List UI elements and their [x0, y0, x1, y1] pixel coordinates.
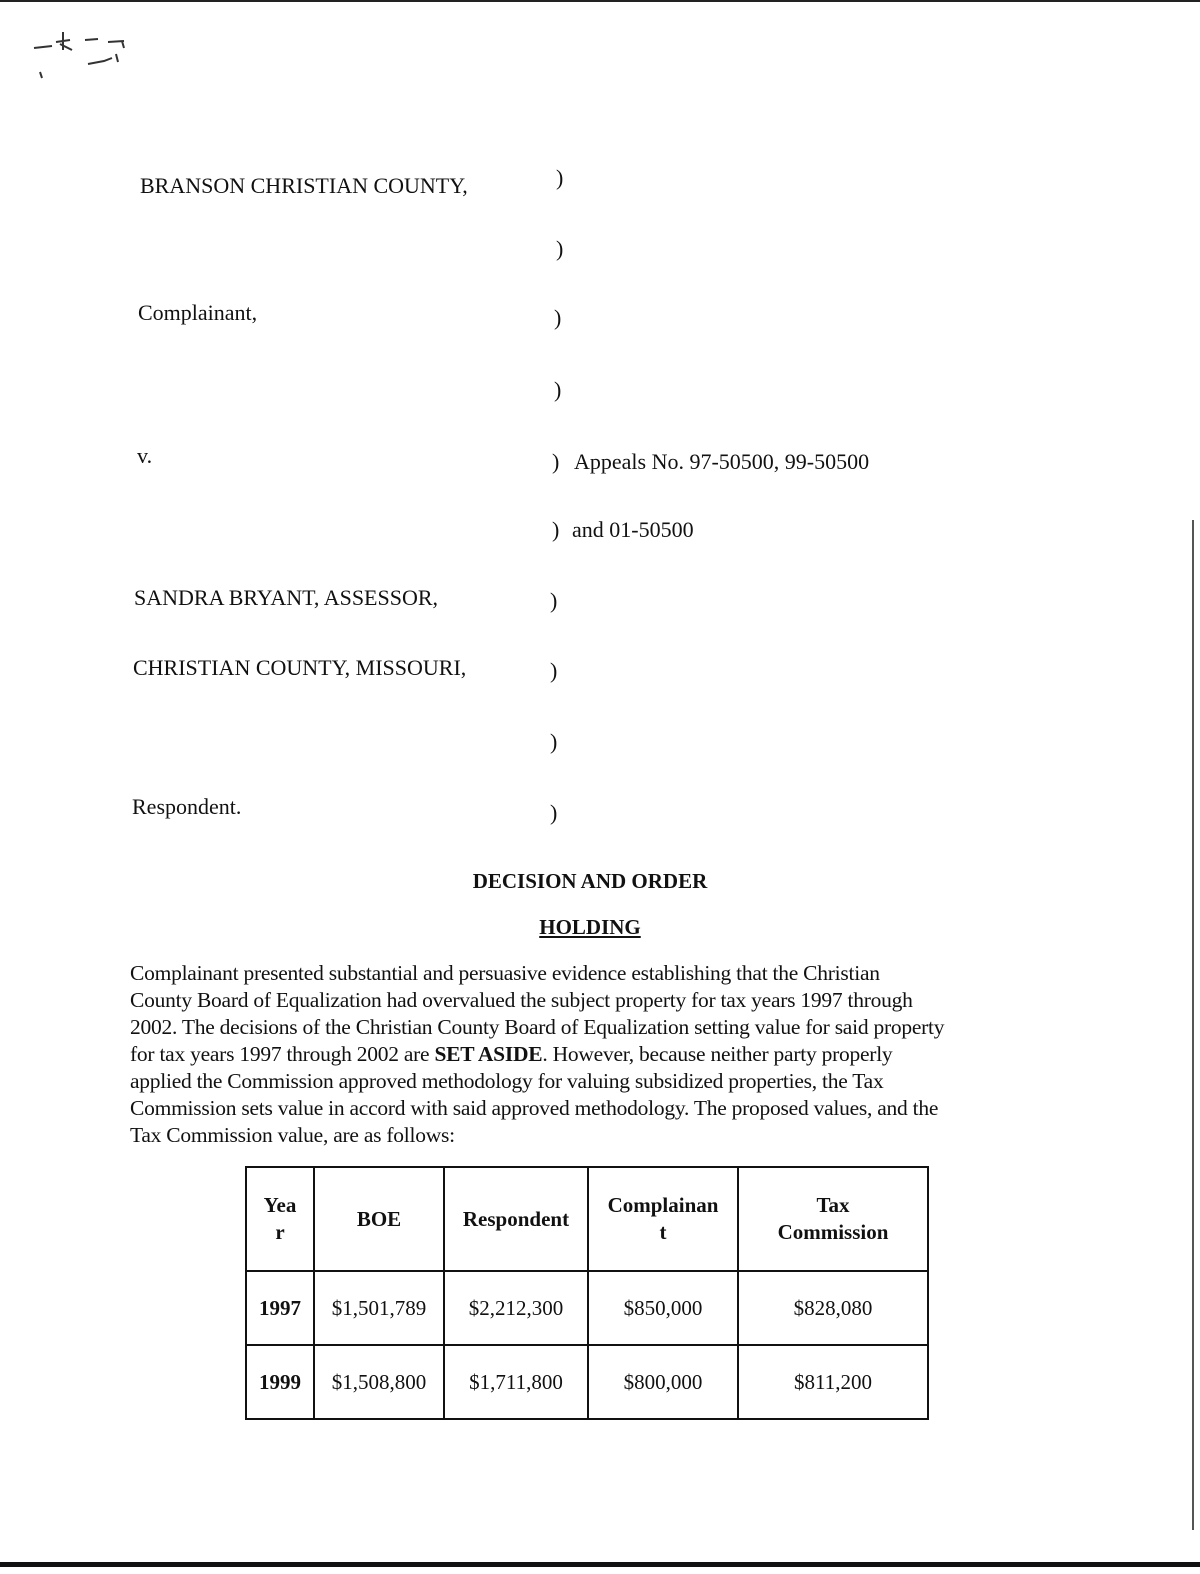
- holding-paragraph: [130, 960, 1060, 1149]
- caption-paren: ): [550, 588, 558, 613]
- cell-respondent: $1,711,800: [444, 1345, 588, 1419]
- header-complainant-a: Complainan: [607, 1193, 719, 1217]
- appeal-numbers: Appeals No. 97-50500, 99-50500: [574, 449, 870, 474]
- holding-line: Complainant presented substantial and persuasive evidence establishing that the Christian: [130, 961, 880, 985]
- header-year-b: r: [275, 1220, 285, 1244]
- appeal-numbers-cont: and 01-50500: [572, 517, 694, 542]
- caption-paren: ): [550, 658, 558, 683]
- header-boe: BOE: [314, 1167, 444, 1271]
- cell-year: 1997: [246, 1271, 314, 1345]
- cell-complainant: $800,000: [588, 1345, 738, 1419]
- holding-line: 2002. The decisions of the Christian County Board of Equalization setting value for said property: [130, 1015, 945, 1039]
- holding-line: applied the Commission approved methodology for valuing subsidized properties, the Tax: [130, 1069, 884, 1093]
- caption-paren: ): [556, 236, 564, 261]
- top-page-edge: [0, 0, 1200, 2]
- set-aside-emphasis: SET ASIDE: [434, 1042, 543, 1066]
- cell-tax-commission: $828,080: [738, 1271, 928, 1345]
- holding-line: Commission sets value in accord with said approved methodology. The proposed values, and the: [130, 1096, 939, 1120]
- caption-paren: ): [554, 377, 562, 402]
- table-header-row: [246, 1167, 928, 1271]
- holding-text: . However, because neither party properly: [542, 1042, 893, 1066]
- header-tax-b: Commission: [777, 1220, 889, 1244]
- header-year: [246, 1167, 314, 1271]
- cell-year: 1999: [246, 1345, 314, 1419]
- header-year-a: Yea: [263, 1193, 297, 1217]
- caption-paren: ): [552, 517, 560, 542]
- handwritten-mark-icon: [30, 28, 140, 88]
- caption-paren: ): [554, 305, 562, 330]
- header-tax-a: Tax: [816, 1193, 850, 1217]
- respondent-county: CHRISTIAN COUNTY, MISSOURI,: [133, 655, 467, 680]
- caption-paren: ): [550, 800, 558, 825]
- versus: v.: [137, 443, 153, 468]
- holding-line: County Board of Equalization had overvalued the subject property for tax years 1997 through: [130, 988, 913, 1012]
- header-complainant-b: t: [659, 1220, 667, 1244]
- holding-heading: [0, 914, 1180, 940]
- cell-boe: $1,508,800: [314, 1345, 444, 1419]
- respondent-role: Respondent.: [132, 794, 242, 819]
- header-respondent: Respondent: [444, 1167, 588, 1271]
- caption-paren: ): [556, 165, 564, 190]
- table-row: [246, 1345, 928, 1419]
- holding-line: Tax Commission value, are as follows:: [130, 1123, 455, 1147]
- cell-complainant: $850,000: [588, 1271, 738, 1345]
- bottom-page-edge: [0, 1562, 1200, 1567]
- holding-text: for tax years 1997 through 2002 are: [130, 1042, 435, 1066]
- complainant-role: Complainant,: [138, 300, 258, 325]
- cell-boe: $1,501,789: [314, 1271, 444, 1345]
- header-tax-commission: [738, 1167, 928, 1271]
- caption-paren: ): [550, 729, 558, 754]
- table-row: [246, 1271, 928, 1345]
- holding-heading-text: HOLDING: [539, 915, 641, 939]
- cell-respondent: $2,212,300: [444, 1271, 588, 1345]
- right-scan-edge: [1192, 520, 1194, 1530]
- respondent-name: SANDRA BRYANT, ASSESSOR,: [134, 585, 439, 610]
- valuation-table: [245, 1166, 929, 1420]
- document-title: DECISION AND ORDER: [472, 869, 708, 893]
- caption-paren: ): [552, 449, 560, 474]
- complainant-name: BRANSON CHRISTIAN COUNTY,: [140, 173, 468, 198]
- cell-tax-commission: $811,200: [738, 1345, 928, 1419]
- holding-line: [130, 1041, 1060, 1068]
- header-complainant: [588, 1167, 738, 1271]
